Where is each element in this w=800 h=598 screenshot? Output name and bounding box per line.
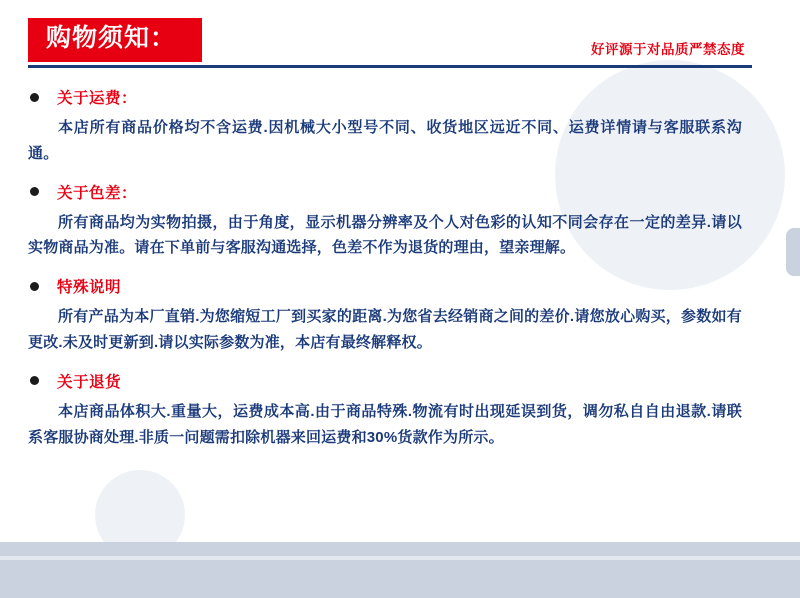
notice-section-body: 所有产品为本厂直销.为您缩短工厂到买家的距离.为您省去经销商之间的差价.请您放心购买，参数如有更改.未及时更新到.请以实际参数为准，本店有最终解释权。 — [28, 308, 742, 351]
header-slogan: 好评源于对品质严禁态度 — [591, 42, 745, 57]
bullet-icon — [30, 93, 39, 102]
notice-section-title: 特殊说明 — [57, 279, 122, 297]
notice-section-title: 关于运费： — [57, 90, 138, 107]
bullet-icon — [30, 376, 39, 385]
notice-section-body: 所有商品均为实物拍摄，由于角度，显示机器分辨率及个人对色彩的认知不同会存在一定的差异.请以实物商品为准。请在下单前与客服沟通选择，色差不作为退货的理由，望亲理解。 — [28, 213, 742, 257]
notice-section-title: 关于色差： — [57, 184, 138, 202]
notice-section-heading — [30, 261, 800, 297]
notice-section-heading — [30, 356, 800, 392]
notice-section — [0, 72, 800, 167]
notice-section — [0, 261, 800, 356]
footer-accent-line — [0, 556, 800, 560]
notice-section-body: 本店商品体积大.重量大，运费成本高.由于商品特殊.物流有时出现延误到货，调勿私自自由退款.请联系客服协商处理.非质一问题需扣除机器来回运费和30%货款作为所示。 — [28, 402, 742, 446]
title-banner — [28, 18, 202, 62]
notice-section-heading — [30, 167, 800, 203]
notice-section-heading — [30, 72, 800, 108]
header-divider — [28, 65, 752, 68]
notice-content — [0, 72, 800, 450]
page-title: 购物须知： — [46, 24, 177, 52]
notice-section — [0, 356, 800, 451]
footer-bar — [0, 542, 800, 598]
bullet-icon — [30, 187, 39, 196]
notice-section — [0, 167, 800, 262]
bullet-icon — [30, 282, 39, 291]
notice-section-body: 本店所有商品价格均不含运费.因机械大小型号不同、收货地区远近不同、运费详情请与客服联系沟通。 — [28, 119, 742, 162]
page-header — [0, 0, 800, 72]
notice-section-title: 关于退货 — [57, 373, 122, 391]
